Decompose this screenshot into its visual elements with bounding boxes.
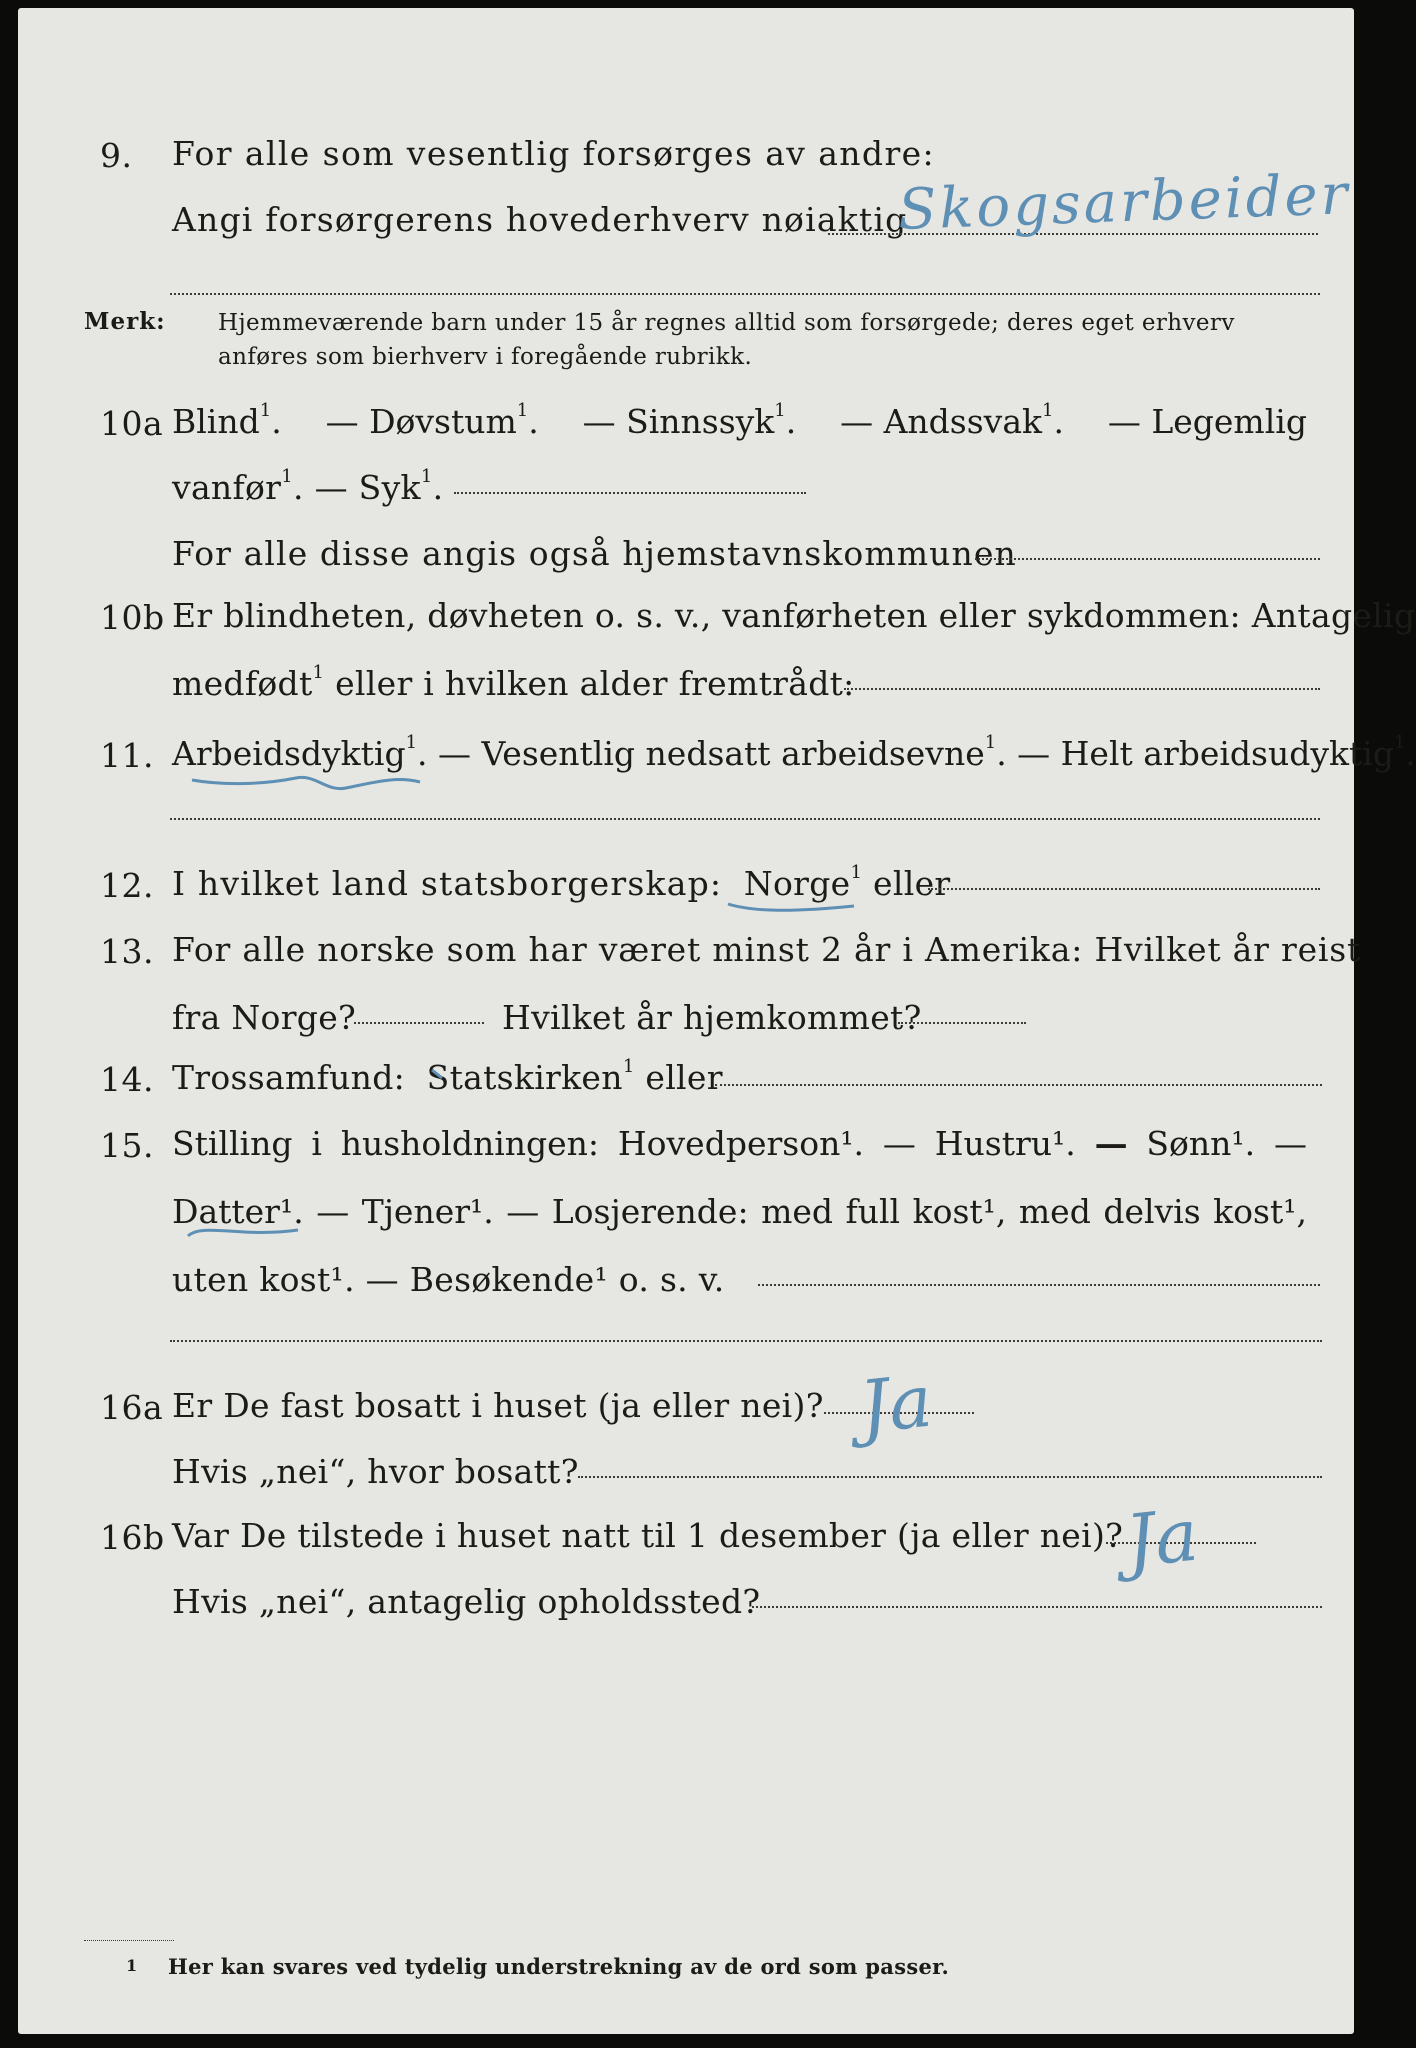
- q16a-line2: Hvis „nei“, hvor bosatt?: [172, 1452, 579, 1491]
- q16b-number: 16b: [100, 1518, 165, 1557]
- q15-l2-w5: Losjerende:: [551, 1192, 749, 1231]
- q16a-handwritten-answer: Ja: [855, 1358, 936, 1450]
- q10a-sinnssyk: — Sinnssyk$^1$.: [582, 400, 797, 441]
- q15-l2-w10: delvis: [1103, 1192, 1201, 1231]
- merk-line1: Hjemmeværende barn under 15 år regnes alltid som forsørgede; deres eget erhverv: [218, 310, 1235, 336]
- q11-line: Arbeidsdyktig$^1$. — Vesentlig nedsatt arbeidsevne$^1$. — Helt arbeidsudyktig$^1$.: [172, 732, 1416, 773]
- q16a-line1: Er De fast bosatt i huset (ja eller nei)?: [172, 1386, 824, 1425]
- q15-w1: Stilling: [172, 1124, 293, 1163]
- q15-w8: Sønn¹.: [1146, 1124, 1256, 1163]
- q10b-line2: medfødt$^1$ eller i hvilken alder fremtrådt:: [172, 662, 855, 703]
- q10a-line2: vanfør$^1$. — Syk$^1$.: [172, 466, 444, 507]
- q16b-handwritten-answer: Ja: [1121, 1492, 1202, 1584]
- q10a-kommune-line: [975, 558, 1320, 560]
- q15-separator: [170, 1340, 1322, 1342]
- q15-w9: —: [1273, 1124, 1307, 1163]
- q15-l2-w11: kost¹,: [1213, 1192, 1307, 1231]
- q13-reist-line: [354, 1022, 484, 1024]
- q15-l2-w9: med: [1018, 1192, 1091, 1231]
- q10a-number: 10a: [100, 404, 164, 443]
- q9-line2: Angi forsørgerens hovederhverv nøiaktig: [172, 200, 908, 239]
- q15-l2-w6: med: [761, 1192, 834, 1231]
- q14-tick-mark: [430, 1066, 450, 1086]
- q15-w5: —: [882, 1124, 916, 1163]
- q15-w7: —: [1094, 1124, 1128, 1163]
- q12-line: I hvilket land statsborgerskap: Norge$^1$ eller: [172, 862, 951, 903]
- q10a-blind: Blind$^1$.: [172, 400, 282, 441]
- q15-l2-w4: —: [506, 1192, 540, 1231]
- q16a-number: 16a: [100, 1388, 164, 1427]
- q15-l2-w1: Datter¹.: [172, 1192, 304, 1231]
- q14-answer-line: [715, 1084, 1322, 1086]
- footnote-mark: 1: [126, 1956, 138, 1975]
- q15-w2: i: [311, 1124, 322, 1163]
- q13-number: 13.: [100, 932, 154, 971]
- q15-line2: [172, 1192, 1307, 1231]
- q15-l2-w8: kost¹,: [912, 1192, 1007, 1231]
- merk-label: Merk:: [84, 308, 166, 335]
- q10b-number: 10b: [100, 598, 165, 637]
- q12-number: 12.: [100, 866, 154, 905]
- q10b-line1: Er blindheten, døvheten o. s. v., vanførheten eller sykdommen: Antagelig: [172, 596, 1416, 635]
- q15-w4: Hovedperson¹.: [617, 1124, 865, 1163]
- q15-answer-line: [758, 1284, 1320, 1286]
- q15-line1: [172, 1124, 1307, 1163]
- q13-line2a: fra Norge?: [172, 998, 357, 1037]
- footnote-text: Her kan svares ved tydelig understrekning av de ord som passer.: [168, 1954, 950, 1979]
- q15-l2-w2: —: [316, 1192, 350, 1231]
- q15-w3: husholdningen:: [340, 1124, 600, 1163]
- q15-underline-mark: [184, 1224, 304, 1246]
- q10a-syk-line: [454, 492, 806, 494]
- merk-line2: anføres som bierhverv i foregående rubrikk.: [218, 344, 753, 370]
- q14-line: Trossamfund: Statskirken$^1$ eller: [172, 1056, 723, 1097]
- q9-line1: For alle som vesentlig forsørges av andre:: [172, 134, 936, 173]
- q16b-opholdssted-line: [752, 1606, 1322, 1608]
- q15-l2-w7: full: [845, 1192, 901, 1231]
- q9-number: 9.: [100, 136, 133, 175]
- q10a-line1: [172, 402, 1307, 441]
- q9-handwritten-answer: Skogsarbeider: [897, 162, 1352, 243]
- q13-hjemkommet-line: [898, 1022, 1026, 1024]
- q10a-andssvak: — Andssvak$^1$.: [840, 400, 1064, 441]
- q9-separator: [170, 293, 1320, 295]
- q11-underline-mark: [186, 766, 426, 794]
- q10a-legemlig: — Legemlig: [1107, 402, 1307, 441]
- q15-l2-w3: Tjener¹.: [361, 1192, 494, 1231]
- q13-line1: For alle norske som har været minst 2 år i Amerika: Hvilket år reist: [172, 930, 1362, 969]
- q12-underline-mark: [724, 896, 864, 918]
- q11-number: 11.: [100, 736, 154, 775]
- footnote-rule: [84, 1940, 174, 1941]
- q16a-bosatt-line: [578, 1476, 1322, 1478]
- q14-number: 14.: [100, 1060, 154, 1099]
- q16b-line2: Hvis „nei“, antagelig opholdssted?: [172, 1582, 761, 1621]
- q13-line2b: Hvilket år hjemkommet?: [502, 998, 922, 1037]
- q16b-line1: Var De tilstede i huset natt til 1 desember (ja eller nei)?: [172, 1516, 1124, 1555]
- q12-answer-line: [928, 888, 1320, 890]
- q15-number: 15.: [100, 1126, 154, 1165]
- q11-separator: [170, 818, 1320, 820]
- q15-line3: uten kost¹. — Besøkende¹ o. s. v.: [172, 1260, 725, 1299]
- form-page: [18, 8, 1416, 2034]
- q15-w6: Hustru¹.: [934, 1124, 1076, 1163]
- q10a-line3: For alle disse angis også hjemstavnskommunen: [172, 534, 1017, 573]
- q10a-dovstum: — Døvstum$^1$.: [325, 400, 539, 441]
- q10b-answer-line: [844, 688, 1320, 690]
